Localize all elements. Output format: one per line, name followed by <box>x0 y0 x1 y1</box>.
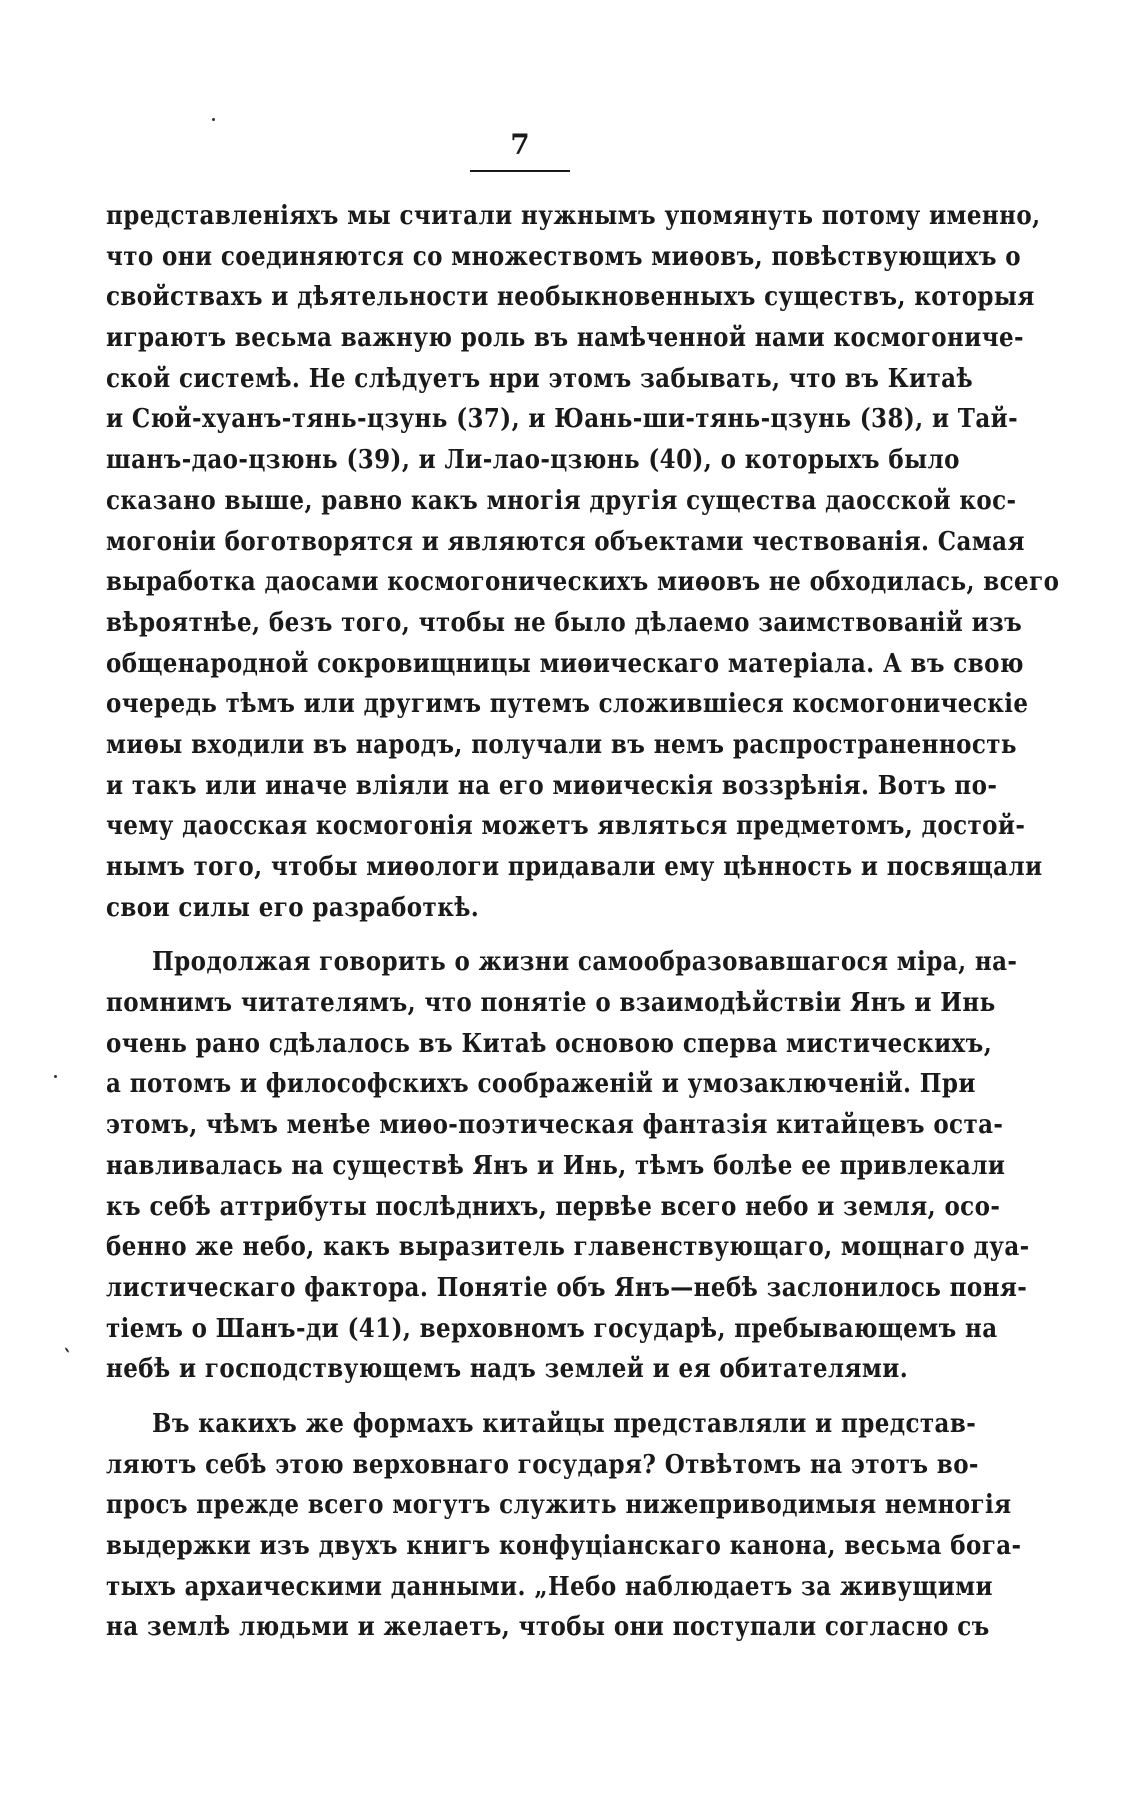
text-line: навливалась на существѣ Янъ и Инь, тѣмъ болѣе ее привлекали <box>106 1150 1006 1181</box>
text-line: очередь тѣмъ или другимъ путемъ сложившiеся космогоническiе <box>106 688 1029 719</box>
text-line: ляютъ себѣ этою верховнаго государя? Отвѣтомъ на этотъ во- <box>106 1448 979 1480</box>
text-line: небѣ и господствующемъ надъ землей и ея обитателями. <box>106 1353 909 1384</box>
text-line: чему даосская космогонiя можетъ являться предметомъ, достой- <box>106 810 1026 841</box>
text-line: вѣроятнѣе, безъ того, чтобы не было дѣлаемо заимствованiй изъ <box>106 607 1023 638</box>
text-line: выработка даосами космогоническихъ миѳовъ не обходилась, всего <box>106 566 1060 597</box>
text-line: тiемъ о Шанъ-ди (41), верховномъ государѣ, пребывающемъ на <box>106 1312 998 1344</box>
paragraph-3 <box>106 1404 1022 1648</box>
text-line: шанъ-дао-цзюнь (39), и Ли-лао-цзюнь (40), о которыхъ было <box>106 444 960 475</box>
text-line: общенародной сокровищницы миѳическаго матерiала. А въ свою <box>106 647 1024 679</box>
text-line: играютъ весьма важную роль въ намѣченной нами космогониче- <box>106 322 1024 353</box>
page-number-rule <box>470 170 570 172</box>
scan-speck <box>64 1347 69 1353</box>
text-line: листическаго фактора. Понятiе объ Янъ—небѣ заслонилось поня- <box>106 1272 1028 1303</box>
text-line: помнимъ читателямъ, что понятiе о взаимодѣйствiи Янъ и Инь <box>106 987 996 1018</box>
text-line: Продолжая говорить о жизни самообразовавшагося мiра, на- <box>152 946 1018 977</box>
scan-speck <box>212 118 215 121</box>
text-line: очень рано сдѣлалось въ Китаѣ основою сперва мистическихъ, <box>106 1028 993 1059</box>
text-line: сказано выше, равно какъ многiя другiя существа даосской кос- <box>106 485 1017 516</box>
text-line: тыхъ архаическими данными. „Небо наблюдаетъ за живущими <box>106 1570 994 1602</box>
paragraph-2 <box>106 942 1030 1390</box>
text-line: что они соединяются со множествомъ миѳовъ, повѣствующихъ о <box>106 240 1022 272</box>
text-line: свои силы его разработкѣ. <box>106 891 480 923</box>
text-line: и такъ или иначе влiяли на его миѳическiя воззрѣнiя. Вотъ по- <box>106 769 998 801</box>
paragraph-1 <box>106 196 1060 928</box>
text-line: могонiи боготворятся и являются объектами чествованiя. Самая <box>106 525 1025 557</box>
text-line: свойствахъ и дѣятельности необыкновенныхъ существъ, которыя <box>106 281 1035 312</box>
text-line: миѳы входили въ народъ, получали въ немъ распространенность <box>106 729 1017 760</box>
text-line: просъ прежде всего могутъ служить нижеприводимыя немногiя <box>106 1489 1012 1520</box>
text-line: бенно же небо, какъ выразитель главенствующаго, мощнаго дуа- <box>106 1231 1030 1262</box>
text-line: этомъ, чѣмъ менѣе миѳо-поэтическая фантазiя китайцевъ оста- <box>106 1109 1004 1140</box>
text-line: на землѣ людьми и желаетъ, чтобы они поступали согласно съ <box>106 1611 990 1642</box>
text-line: а потомъ и философскихъ соображенiй и умозаключенiй. При <box>106 1068 976 1099</box>
text-line: Въ какихъ же формахъ китайцы представляли и представ- <box>152 1408 977 1439</box>
text-line: и Сюй-хуанъ-тянь-цзунь (37), и Юань-ши-тянь-цзунь (38), и Тай- <box>106 403 1019 434</box>
text-line: къ себѣ аттрибуты послѣднихъ, первѣе всего небо и земля, осо- <box>106 1190 1001 1222</box>
text-line: представленiяхъ мы считали нужнымъ упомянуть потому именно, <box>106 200 1041 231</box>
text-line: нымъ того, чтобы миѳологи придавали ему цѣнность и посвящали <box>106 851 1043 882</box>
text-line: ской системѣ. Не слѣдуетъ нри этомъ забывать, что въ Китаѣ <box>106 363 974 394</box>
text-line: выдержки изъ двухъ книгъ конфуцiанскаго канона, весьма бога- <box>106 1530 1022 1561</box>
body-text <box>106 196 1060 1648</box>
scan-speck <box>54 1075 57 1078</box>
page-number: 7 <box>510 128 530 161</box>
